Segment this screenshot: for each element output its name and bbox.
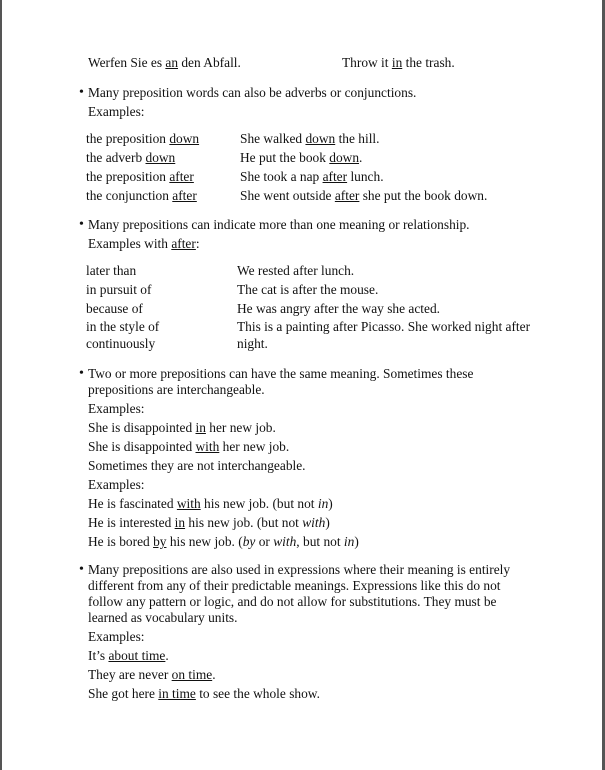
s1-row-right: She walked down the hill. (240, 131, 380, 146)
s2-row-right: The cat is after the mouse. (237, 282, 379, 297)
s1-row-right: She went outside after she put the book down. (240, 188, 488, 203)
section1-examples-label: Examples: (88, 104, 145, 119)
section3-bullet-line: prepositions are interchangeable. (88, 382, 265, 397)
s2-row-left: because of (86, 301, 143, 316)
s3-example: He is interested in his new job. (but not with) (88, 515, 330, 530)
s2-row-left: continuously (86, 336, 156, 351)
s3-note: Sometimes they are not interchangeable. (88, 458, 306, 473)
section4-line: different from any of their predictable meanings. Expressions like this do not (88, 578, 501, 593)
s4-example: It’s about time. (88, 648, 169, 663)
s2-row-right: night. (237, 336, 268, 351)
s1-row-left: the preposition after (86, 169, 194, 184)
s3-example: She is disappointed with her new job. (88, 439, 290, 454)
s2-row-left: in the style of (86, 319, 160, 334)
s2-row-right: We rested after lunch. (237, 263, 355, 278)
bullet-icon: • (79, 366, 84, 381)
s2-row-left: later than (86, 263, 137, 278)
section4-line: Many prepositions are also used in expressions where their meaning is entirely (88, 562, 511, 577)
bullet-icon: • (79, 85, 84, 100)
bullet-icon: • (79, 562, 84, 577)
s4-example: They are never on time. (88, 667, 216, 682)
section3-examples-label-2: Examples: (88, 477, 145, 492)
s4-example: She got here in time to see the whole show. (88, 686, 320, 701)
s2-row-right: He was angry after the way she acted. (237, 301, 440, 316)
s3-example: He is fascinated with his new job. (but not in) (88, 496, 333, 511)
s2-row-left: in pursuit of (86, 282, 152, 297)
section3-bullet-line: Two or more prepositions can have the same meaning. Sometimes these (88, 366, 474, 381)
section2-examples-label: Examples with after: (88, 236, 200, 251)
bullet-icon: • (79, 217, 84, 232)
s1-row-left: the preposition down (86, 131, 200, 146)
s2-row-right: This is a painting after Picasso. She worked night after (237, 319, 531, 334)
section4-line: follow any pattern or logic, and do not allow for substitutions. They must be (88, 594, 497, 609)
german-example: Werfen Sie es an den Abfall. (88, 55, 241, 70)
s1-row-right: She took a nap after lunch. (240, 169, 384, 184)
s1-row-left: the adverb down (86, 150, 176, 165)
section1-bullet: Many preposition words can also be adverbs or conjunctions. (88, 85, 417, 100)
s1-row-right: He put the book down. (240, 150, 363, 165)
section4-examples-label: Examples: (88, 629, 145, 644)
s3-example: She is disappointed in her new job. (88, 420, 276, 435)
english-example: Throw it in the trash. (342, 55, 455, 70)
s1-row-left: the conjunction after (86, 188, 197, 203)
s3-example: He is bored by his new job. (by or with, but not in) (88, 534, 359, 549)
section3-examples-label: Examples: (88, 401, 145, 416)
section4-line: learned as vocabulary units. (88, 610, 238, 625)
section2-bullet: Many prepositions can indicate more than one meaning or relationship. (88, 217, 470, 232)
